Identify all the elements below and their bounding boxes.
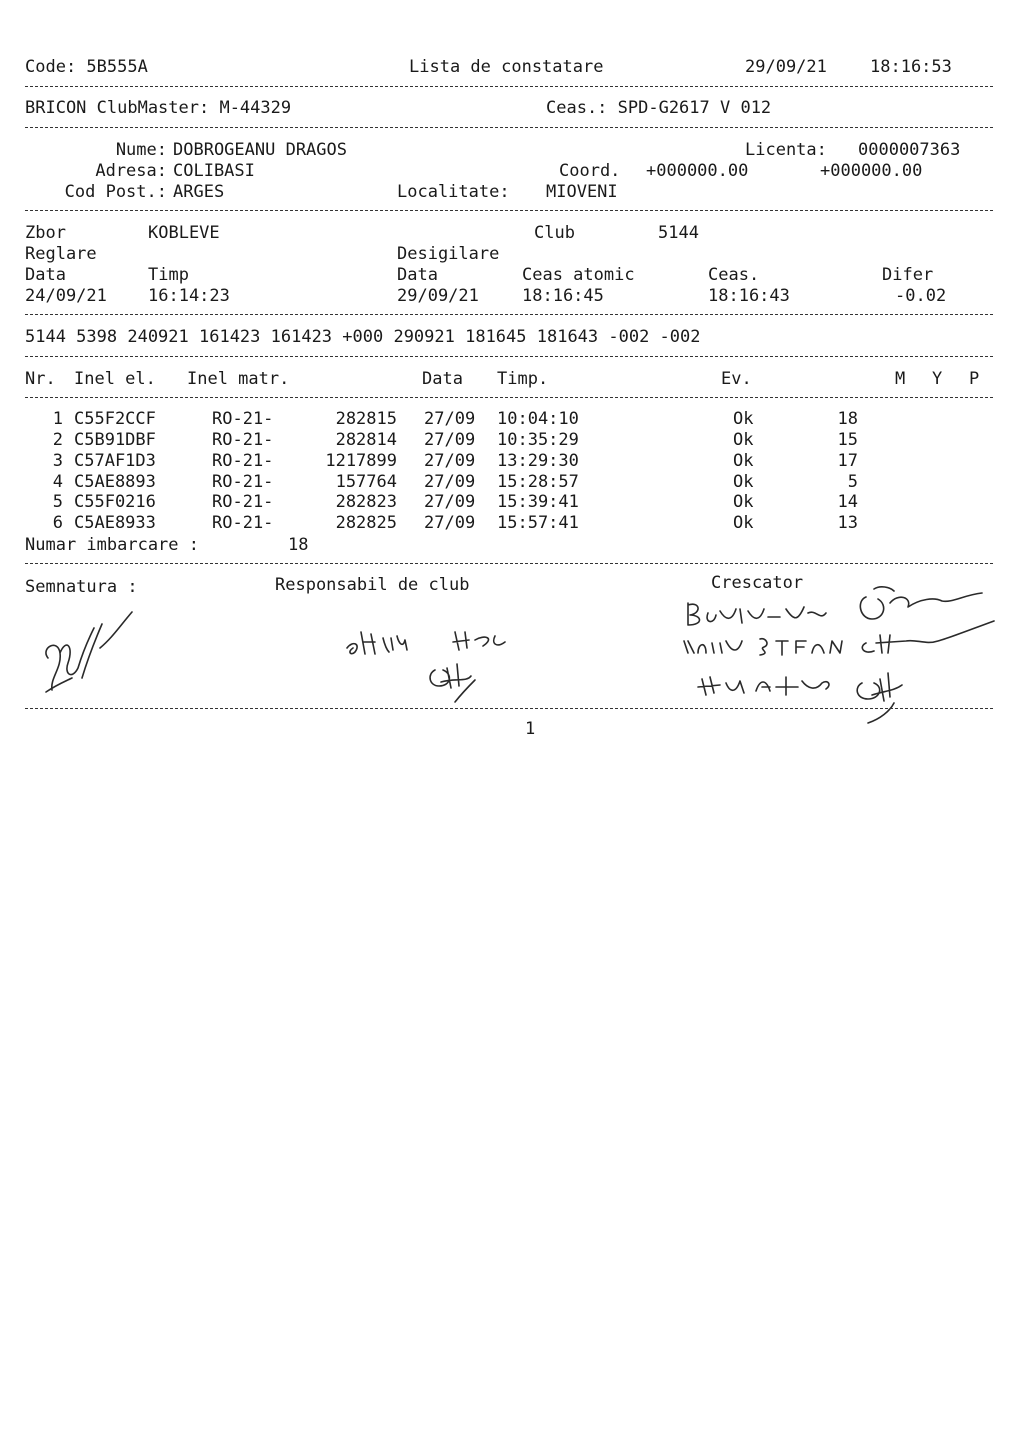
ceas-label: Ceas. <box>708 265 760 285</box>
col-inel-matr: Inel matr. <box>187 369 290 389</box>
clubmaster-id: BRICON ClubMaster: M-44329 <box>25 98 292 118</box>
clock-id: Ceas.: SPD-G2617 V 012 <box>546 98 772 118</box>
document-code: Code: 5B555A <box>25 57 148 77</box>
row-timp: 10:04:10 <box>497 409 579 429</box>
owner-name: DOBROGEANU DRAGOS <box>173 140 347 160</box>
row-data: 27/09 <box>424 430 476 450</box>
timp-label: Timp <box>148 265 189 285</box>
desig-date: 29/09/21 <box>397 286 479 306</box>
name-label: Nume: <box>115 140 167 160</box>
row-nr: 1 <box>52 409 63 429</box>
row-prefix: RO-21- <box>212 430 274 450</box>
row-ev: Ok <box>733 513 754 533</box>
row-inel-el: C5B91DBF <box>74 430 156 450</box>
row-ev: Ok <box>733 472 754 492</box>
row-timp: 10:35:29 <box>497 430 579 450</box>
imbarcare-value: 18 <box>288 535 309 555</box>
postcode: ARGES <box>173 182 225 202</box>
row-inel-el: C55F2CCF <box>74 409 156 429</box>
licence-number: 0000007363 <box>858 140 961 160</box>
coord-label: Coord. <box>559 161 621 181</box>
row-value: 17 <box>837 451 858 471</box>
col-nr: Nr. <box>25 369 56 389</box>
row-data: 27/09 <box>424 409 476 429</box>
clock-time: 18:16:43 <box>708 286 790 306</box>
atomic-time: 18:16:45 <box>522 286 604 306</box>
row-ev: Ok <box>733 492 754 512</box>
address-label: Adresa: <box>95 161 167 181</box>
row-value: 14 <box>837 492 858 512</box>
zbor-value: KOBLEVE <box>148 223 220 243</box>
divider <box>25 314 993 315</box>
coord-y: +000000.00 <box>820 161 923 181</box>
row-nr: 5 <box>52 492 63 512</box>
row-inel-matr: 282814 <box>335 430 397 450</box>
responsabil-label: Responsabil de club <box>275 575 470 595</box>
row-data: 27/09 <box>424 451 476 471</box>
col-m: M <box>895 369 906 389</box>
row-nr: 4 <box>52 472 63 492</box>
row-value: 13 <box>837 513 858 533</box>
row-nr: 2 <box>52 430 63 450</box>
semnatura-label: Semnatura : <box>25 577 138 597</box>
row-prefix: RO-21- <box>212 492 274 512</box>
row-inel-matr: 282823 <box>335 492 397 512</box>
data-label: Data <box>25 265 66 285</box>
locality: MIOVENI <box>546 182 618 202</box>
divider <box>25 86 993 87</box>
row-inel-matr: 157764 <box>335 472 397 492</box>
coord-x: +000000.00 <box>646 161 749 181</box>
col-data: Data <box>422 369 463 389</box>
col-p: P <box>969 369 980 389</box>
desigilare-label: Desigilare <box>397 244 500 264</box>
difer-value: -0.02 <box>895 286 947 306</box>
row-inel-el: C5AE8893 <box>74 472 156 492</box>
row-inel-el: C5AE8933 <box>74 513 156 533</box>
col-inel-el: Inel el. <box>74 369 156 389</box>
row-value: 18 <box>837 409 858 429</box>
row-value: 5 <box>847 472 858 492</box>
row-nr: 6 <box>52 513 63 533</box>
row-inel-matr: 1217899 <box>325 451 397 471</box>
row-timp: 15:57:41 <box>497 513 579 533</box>
row-inel-el: C57AF1D3 <box>74 451 156 471</box>
postcode-label: Cod Post.: <box>64 182 167 202</box>
row-ev: Ok <box>733 451 754 471</box>
imbarcare-label: Numar imbarcare : <box>25 535 199 555</box>
crescator-label: Crescator <box>711 573 804 593</box>
row-prefix: RO-21- <box>212 513 274 533</box>
row-data: 27/09 <box>424 513 476 533</box>
divider <box>25 127 993 128</box>
divider <box>25 708 993 709</box>
row-inel-el: C55F0216 <box>74 492 156 512</box>
signature-scribble <box>38 608 148 698</box>
print-time: 18:16:53 <box>870 57 952 77</box>
reglare-label: Reglare <box>25 244 97 264</box>
row-ev: Ok <box>733 409 754 429</box>
row-timp: 13:29:30 <box>497 451 579 471</box>
club-label: Club <box>534 223 575 243</box>
print-date: 29/09/21 <box>745 57 827 77</box>
row-nr: 3 <box>52 451 63 471</box>
data2-label: Data <box>397 265 438 285</box>
row-data: 27/09 <box>424 472 476 492</box>
divider <box>25 397 993 398</box>
row-inel-matr: 282815 <box>335 409 397 429</box>
divider <box>25 210 993 211</box>
zbor-label: Zbor <box>25 223 66 243</box>
col-ev: Ev. <box>721 369 752 389</box>
signature-responsabil <box>345 622 515 712</box>
address: COLIBASI <box>173 161 255 181</box>
row-data: 27/09 <box>424 492 476 512</box>
row-prefix: RO-21- <box>212 409 274 429</box>
code-line: 5144 5398 240921 161423 161423 +000 290921 181645 181643 -002 -002 <box>25 327 701 347</box>
divider <box>25 356 993 357</box>
club-value: 5144 <box>658 223 699 243</box>
signature-crescator <box>676 583 996 723</box>
reglare-date: 24/09/21 <box>25 286 107 306</box>
page-number: 1 <box>525 719 536 739</box>
row-prefix: RO-21- <box>212 472 274 492</box>
reglare-time: 16:14:23 <box>148 286 230 306</box>
divider <box>25 563 993 564</box>
col-timp: Timp. <box>497 369 549 389</box>
atomic-label: Ceas atomic <box>522 265 635 285</box>
col-y: Y <box>932 369 943 389</box>
row-ev: Ok <box>733 430 754 450</box>
difer-label: Difer <box>882 265 934 285</box>
document-title: Lista de constatare <box>409 57 604 77</box>
locality-label: Localitate: <box>397 182 510 202</box>
row-inel-matr: 282825 <box>335 513 397 533</box>
row-timp: 15:39:41 <box>497 492 579 512</box>
row-prefix: RO-21- <box>212 451 274 471</box>
licence-label: Licenta: <box>745 140 827 160</box>
row-value: 15 <box>837 430 858 450</box>
row-timp: 15:28:57 <box>497 472 579 492</box>
